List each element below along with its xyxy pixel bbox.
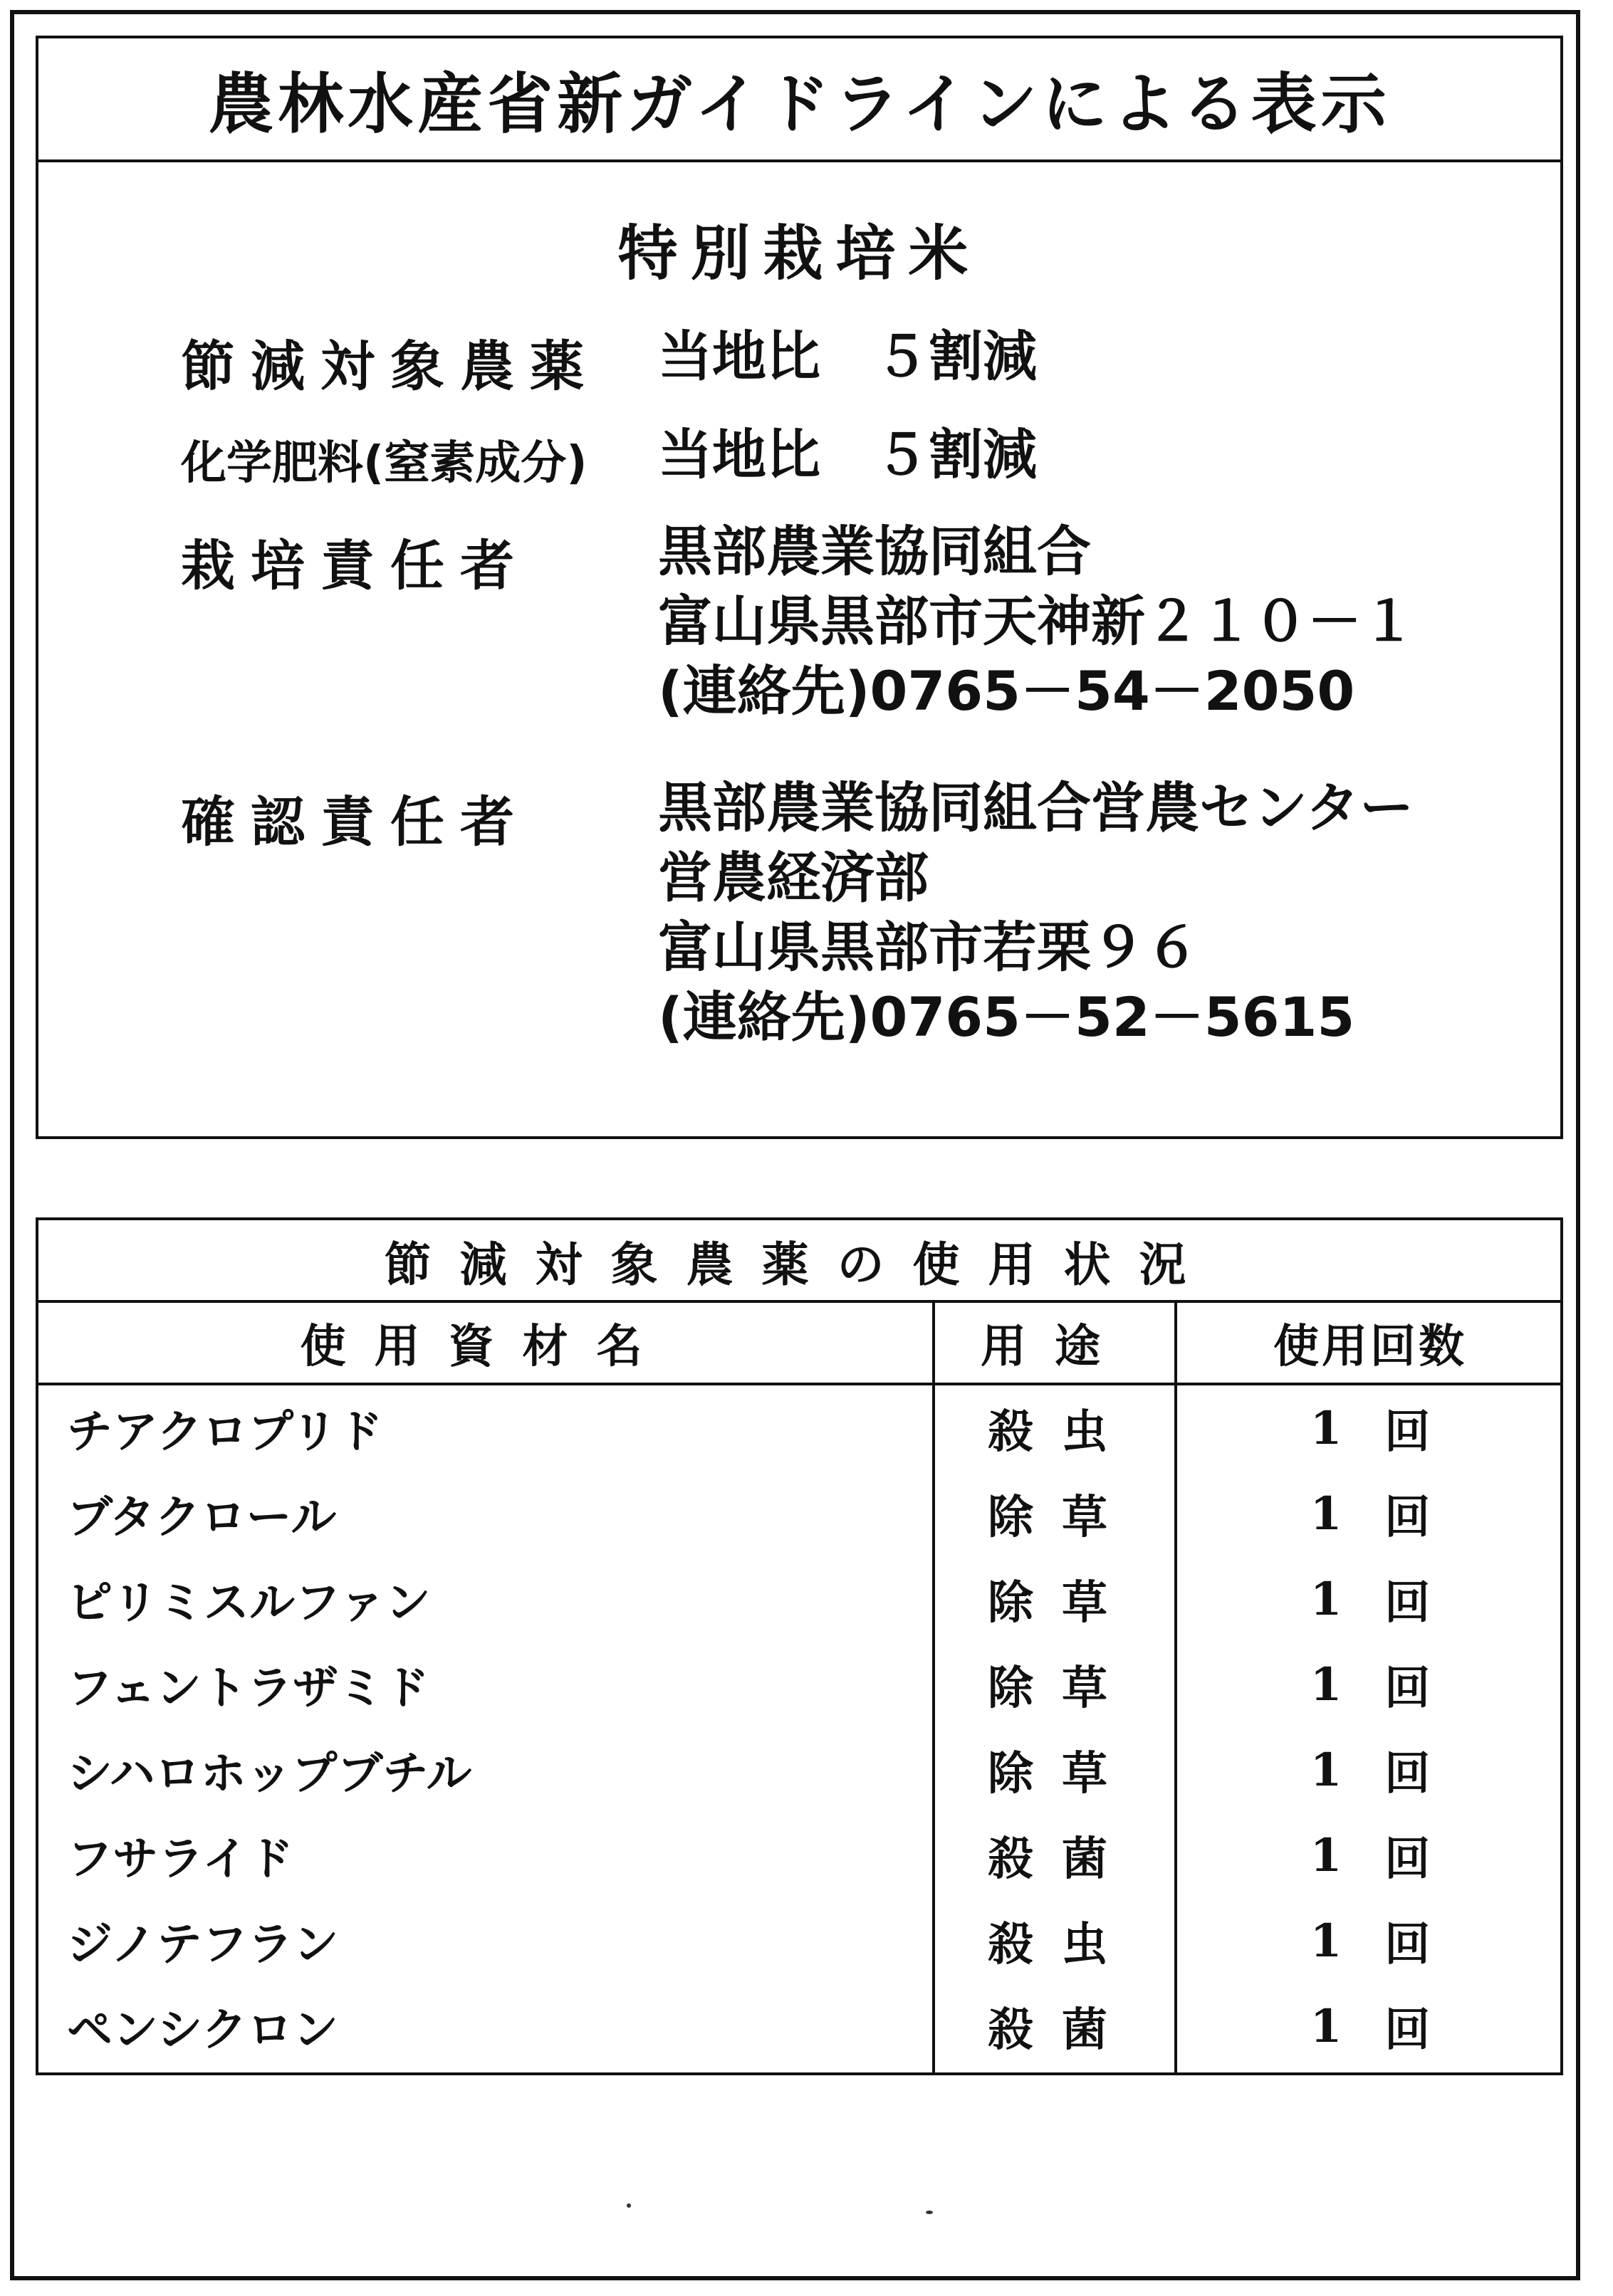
scan-speck	[627, 2203, 631, 2208]
value-line: 黒部農業協同組合	[658, 520, 1091, 583]
material-name: シハロホップブチル	[67, 1747, 472, 1800]
use-count	[1177, 1983, 1563, 2069]
count-number: 1	[1310, 1657, 1342, 1711]
material-name: フェントラザミド	[67, 1662, 429, 1715]
material-name: フサライド	[67, 1833, 294, 1886]
reduced-pesticide-label: 節減対象農薬	[181, 335, 600, 398]
value-line: 富山県黒部市若栗９６	[658, 916, 1199, 979]
count-number: 1	[1310, 1914, 1342, 1968]
product-category: 特別栽培米	[617, 219, 981, 288]
material-name: ピリミスルファン	[67, 1576, 431, 1630]
pesticide-usage-table	[36, 1217, 1563, 2075]
use-count	[1177, 1727, 1563, 1813]
count-number: 1	[1310, 1572, 1342, 1626]
verification-manager-label: 確認責任者	[181, 790, 530, 854]
count-number: 1	[1310, 1828, 1342, 1882]
count-unit: 回	[1384, 1576, 1431, 1630]
purpose: 殺虫	[988, 1405, 1136, 1459]
value-line: 黒部農業協同組合営農センター	[658, 776, 1414, 839]
table-row	[38, 1727, 1560, 1813]
use-count	[1177, 1813, 1563, 1898]
use-count	[1177, 1471, 1563, 1556]
count-number: 1	[1310, 1743, 1342, 1797]
material-name: チアクロプリド	[67, 1405, 383, 1459]
value-line: (連絡先)0765－54－2050	[658, 659, 1355, 723]
use-count	[1177, 1642, 1563, 1727]
reduced-pesticide-value	[658, 322, 1037, 392]
value-line: 営農経済部	[658, 846, 929, 909]
count-number: 1	[1310, 1487, 1342, 1541]
table-row	[38, 1471, 1560, 1556]
count-unit: 回	[1384, 1405, 1431, 1459]
purpose: 殺菌	[988, 2003, 1136, 2057]
label-header: 農林水産省新ガイドラインによる表示	[38, 38, 1560, 162]
count-unit: 回	[1384, 1918, 1431, 1971]
purpose: 殺菌	[988, 1833, 1136, 1886]
table-row	[38, 1556, 1560, 1642]
purpose: 除草	[988, 1576, 1136, 1630]
table-row	[38, 1983, 1560, 2069]
table-title: 節減対象農薬の使用状況	[38, 1220, 1560, 1303]
chemical-fertilizer-label: 化学肥料(窒素成分)	[181, 437, 588, 490]
use-count	[1177, 1385, 1563, 1471]
column-header-material: 使用資材名	[300, 1321, 671, 1373]
label-panel	[36, 36, 1563, 1139]
purpose: 除草	[988, 1662, 1136, 1715]
scan-speck	[926, 2211, 933, 2214]
count-unit: 回	[1384, 1833, 1431, 1886]
verification-manager-value	[658, 773, 1414, 1052]
purpose: 除草	[988, 1747, 1136, 1800]
count-number: 1	[1310, 1401, 1342, 1455]
table-row	[38, 1898, 1560, 1983]
value-line: 富山県黒部市天神新２１０－１	[658, 589, 1416, 653]
value-line: 当地比 ５割減	[658, 325, 1037, 388]
value-line: (連絡先)0765－52－5615	[658, 985, 1355, 1049]
count-unit: 回	[1384, 1491, 1431, 1544]
cultivation-manager-value	[658, 517, 1416, 726]
table-row	[38, 1385, 1560, 1471]
material-name: ペンシクロン	[67, 2003, 339, 2057]
table-row	[38, 1813, 1560, 1898]
purpose: 殺虫	[988, 1918, 1136, 1971]
material-name: ジノテフラン	[67, 1918, 339, 1971]
cultivation-manager-label: 栽培責任者	[181, 534, 530, 597]
use-count	[1177, 1898, 1563, 1983]
count-unit: 回	[1384, 1747, 1431, 1800]
column-header-count: 使用回数	[1273, 1321, 1467, 1373]
use-count	[1177, 1556, 1563, 1642]
value-line: 当地比 ５割減	[658, 423, 1037, 486]
material-name: ブタクロール	[67, 1491, 337, 1544]
table-body	[38, 1385, 1560, 2069]
count-unit: 回	[1384, 2003, 1431, 2057]
chemical-fertilizer-value	[658, 420, 1037, 490]
table-row	[38, 1642, 1560, 1727]
count-unit: 回	[1384, 1662, 1431, 1715]
purpose: 除草	[988, 1491, 1136, 1544]
table-header-row	[38, 1303, 1560, 1385]
count-number: 1	[1310, 1999, 1342, 2053]
column-header-purpose: 用途	[981, 1321, 1129, 1373]
